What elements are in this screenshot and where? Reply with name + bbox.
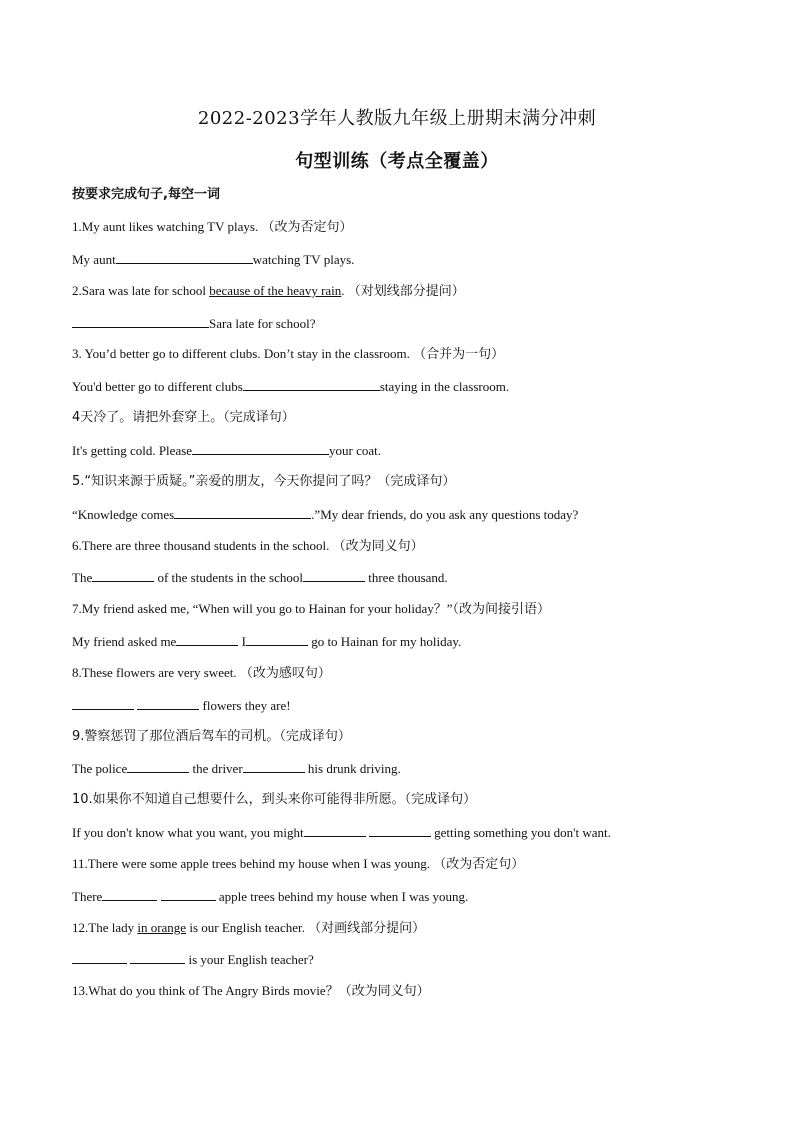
blank[interactable] bbox=[130, 951, 185, 964]
blank[interactable] bbox=[176, 633, 238, 646]
page-title: 2022-2023学年人教版九年级上册期末满分冲刺 bbox=[197, 108, 597, 129]
answer-8: flowers they are! bbox=[72, 697, 291, 714]
question-9: 9.警察惩罚了那位酒后驾车的司机。（完成译句） bbox=[72, 729, 351, 744]
question-6: 6.There are three thousand students in the school. （改为同义句） bbox=[72, 538, 424, 554]
blank[interactable] bbox=[243, 760, 305, 773]
blank[interactable] bbox=[127, 760, 189, 773]
question-3: 3. You’d better go to different clubs. Don’t stay in the classroom. （合并为一句） bbox=[72, 346, 505, 362]
answer-12: is your English teacher? bbox=[72, 951, 314, 968]
question-11: 11.There were some apple trees behind my house when I was young. （改为否定句） bbox=[72, 856, 525, 872]
blank[interactable] bbox=[243, 378, 380, 391]
answer-1: My aunt watching TV plays. bbox=[72, 252, 355, 267]
answer-5: “Knowledge comes .”My dear friends, do you ask any questions today? bbox=[72, 507, 579, 522]
blank[interactable] bbox=[303, 569, 365, 582]
question-12: 12.The lady in orange is our English teacher. （对画线部分提问） bbox=[72, 920, 426, 936]
blank[interactable] bbox=[72, 697, 134, 710]
underlined-phrase: because of the heavy rain bbox=[209, 283, 342, 298]
blank[interactable] bbox=[161, 888, 216, 901]
question-13: 13.What do you think of The Angry Birds movie？（改为同义句） bbox=[72, 983, 430, 998]
answer-10: If you don't know what you want, you might getting something you don't want. bbox=[72, 825, 611, 840]
blank[interactable] bbox=[192, 442, 329, 455]
answer-11: There apple trees behind my house when I was young. bbox=[72, 889, 469, 904]
blank[interactable] bbox=[92, 569, 154, 582]
question-5: 5.“知识来源于质疑。”亲爱的朋友，今天你提问了吗？（完成译句） bbox=[72, 474, 456, 489]
answer-2: Sara late for school? bbox=[72, 315, 315, 332]
answer-4: It's getting cold. Please your coat. bbox=[72, 443, 382, 458]
blank[interactable] bbox=[72, 315, 209, 328]
answer-3: You'd better go to different clubs staying in the classroom. bbox=[72, 379, 510, 394]
blank[interactable] bbox=[304, 824, 366, 837]
underlined-phrase: in orange bbox=[137, 920, 187, 935]
blank[interactable] bbox=[369, 824, 431, 837]
instruction: 按要求完成句子,每空一词 bbox=[72, 187, 220, 202]
question-8: 8.These flowers are very sweet. （改为感叹句） bbox=[72, 665, 331, 681]
answer-9: The police the driver his drunk driving. bbox=[72, 761, 401, 776]
answer-6: The of the students in the school three thousand. bbox=[72, 570, 448, 585]
blank[interactable] bbox=[102, 888, 157, 901]
blank[interactable] bbox=[174, 506, 311, 519]
question-2: 2.Sara was late for school because of the heavy rain. （对划线部分提问） bbox=[72, 283, 465, 299]
blank[interactable] bbox=[116, 251, 253, 264]
blank[interactable] bbox=[72, 951, 127, 964]
question-4: 4天冷了。请把外套穿上。（完成译句） bbox=[72, 410, 295, 425]
question-1: 1.My aunt likes watching TV plays. （改为否定句） bbox=[72, 219, 353, 235]
page-subtitle: 句型训练（考点全覆盖） bbox=[295, 151, 499, 172]
blank[interactable] bbox=[246, 633, 308, 646]
question-10: 10.如果你不知道自己想要什么，到头来你可能得非所愿。（完成译句） bbox=[72, 792, 477, 807]
blank[interactable] bbox=[137, 697, 199, 710]
question-7: 7.My friend asked me, “When will you go to Hainan for your holiday？”（改为间接引语） bbox=[72, 601, 551, 616]
answer-7: My friend asked me I go to Hainan for my holiday. bbox=[72, 634, 462, 649]
